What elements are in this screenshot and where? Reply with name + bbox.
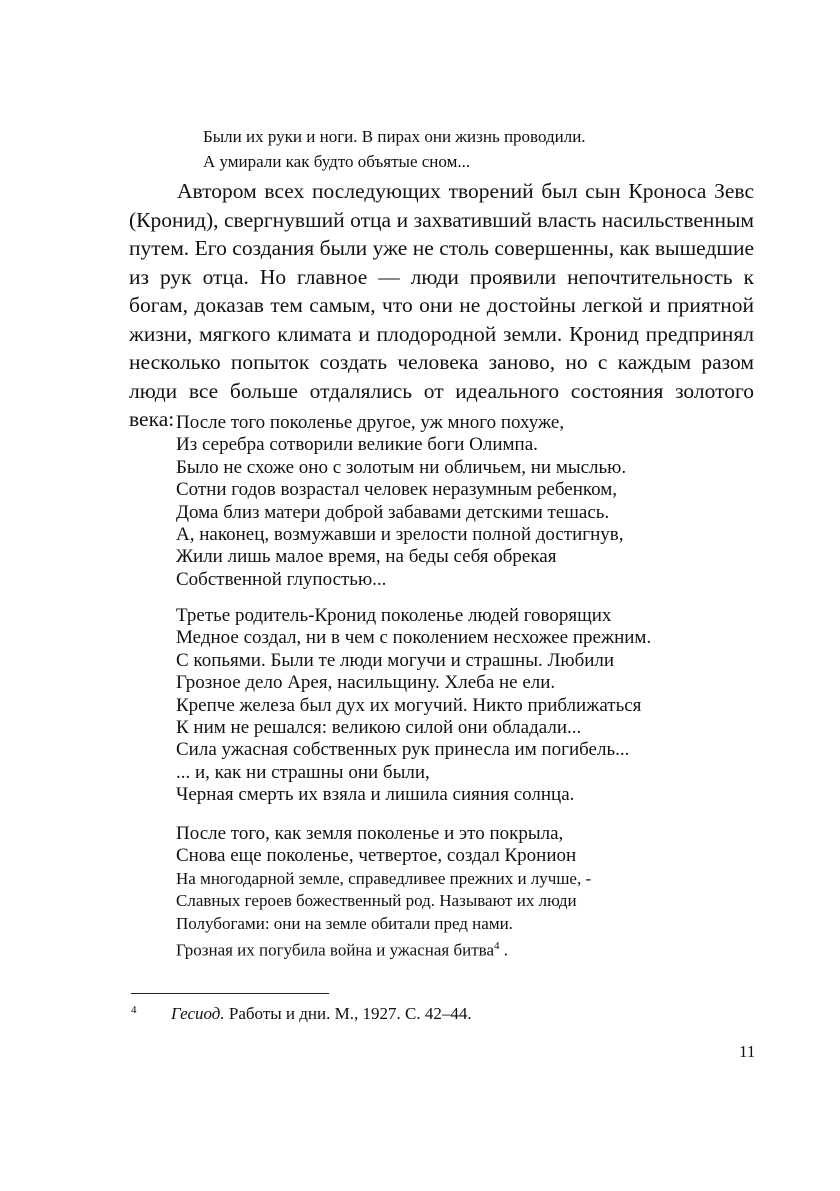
verse-line: Черная смерть их взяла и лишила сияния солнца.	[176, 784, 575, 806]
verse-end-punctuation: .	[503, 940, 509, 960]
footnote-divider	[131, 993, 329, 994]
footnote-citation: Работы и дни. М., 1927. С. 42–44.	[224, 1004, 472, 1023]
verse-line: Крепче железа был дух их могучий. Никто приближаться	[176, 694, 642, 716]
verse-stanza-heroic-age	[176, 823, 591, 962]
page-number: 11	[739, 1042, 756, 1061]
body-paragraph	[129, 177, 754, 434]
verse-line: А, наконец, возмужавши и зрелости полной достигнув,	[176, 524, 624, 546]
verse-line: А умирали как будто объятые сном...	[203, 152, 471, 171]
verse-line: Грозная их погубила война и ужасная битва	[176, 940, 495, 960]
footnote-author: Гесиод.	[171, 1004, 225, 1023]
verse-line: Полубогами: они на земле обитали пред нами.	[176, 913, 513, 933]
verse-line: Дома близ матери доброй забавами детскими тешась.	[176, 501, 610, 523]
footnote-reference[interactable]: 4	[494, 940, 500, 953]
verse-line: Жили лишь малое время, на беды себя обрекая	[176, 546, 557, 568]
verse-line: Были их руки и ноги. В пирах они жизнь проводили.	[203, 127, 586, 146]
verse-line: К ним не решался: великою силой они обладали...	[176, 717, 582, 739]
verse-line: Третье родитель-Кронид поколенье людей говорящих	[176, 605, 612, 626]
footnote-mark: 4	[131, 1004, 137, 1016]
verse-line: Медное создал, ни в чем с поколением несхожее прежним.	[176, 627, 652, 649]
verse-line: Снова еще поколенье, четвертое, создал Кронион	[176, 845, 577, 867]
verse-line: ... и, как ни страшны они были,	[176, 761, 430, 783]
verse-line: На многодарной земле, справедливее прежних и лучше, -	[176, 868, 592, 888]
verse-line-with-note	[176, 935, 591, 962]
verse-line: Из серебра сотворили великие боги Олимпа.	[176, 434, 538, 456]
verse-line: После того поколенье другое, уж много похуже,	[176, 412, 565, 433]
verse-stanza-bronze-age	[176, 605, 651, 807]
verse-line: После того, как земля поколенье и это покрыла,	[176, 823, 564, 844]
verse-line: Было не схоже оно с золотым ни обличьем, ни мыслью.	[176, 456, 627, 478]
verse-line: С копьями. Были те люди могучи и страшны. Любили	[176, 649, 615, 671]
verse-line: Собственной глупостью...	[176, 568, 387, 590]
verse-excerpt-top	[203, 124, 586, 174]
paragraph-text: Автором всех последующих творений был сын Кроноса Зевс (Кронид), свергнувший отца и захвативший власть насильственным путем. Его создания были уже не столь совершенны, как вышедшие из рук отца. Но главное — люди проявили непочтительность к богам, доказав тем самым, что они не достойны легкой и приятной жизни, мягкого климата и плодородной земли. Кронид предпринял несколько попыток создать человека заново, но с каждым разом люди все больше отдалялись от идеального состояния золотого века:	[129, 179, 754, 431]
footnote	[131, 1004, 472, 1024]
verse-line: Сила ужасная собственных рук принесла им погибель...	[176, 739, 630, 761]
verse-line: Грозное дело Арея, насильщину. Хлеба не ели.	[176, 672, 556, 694]
verse-line: Сотни годов возрастал человек неразумным ребенком,	[176, 479, 618, 501]
verse-line: Славных героев божественный род. Называют их люди	[176, 891, 577, 911]
verse-stanza-silver-age	[176, 412, 626, 591]
